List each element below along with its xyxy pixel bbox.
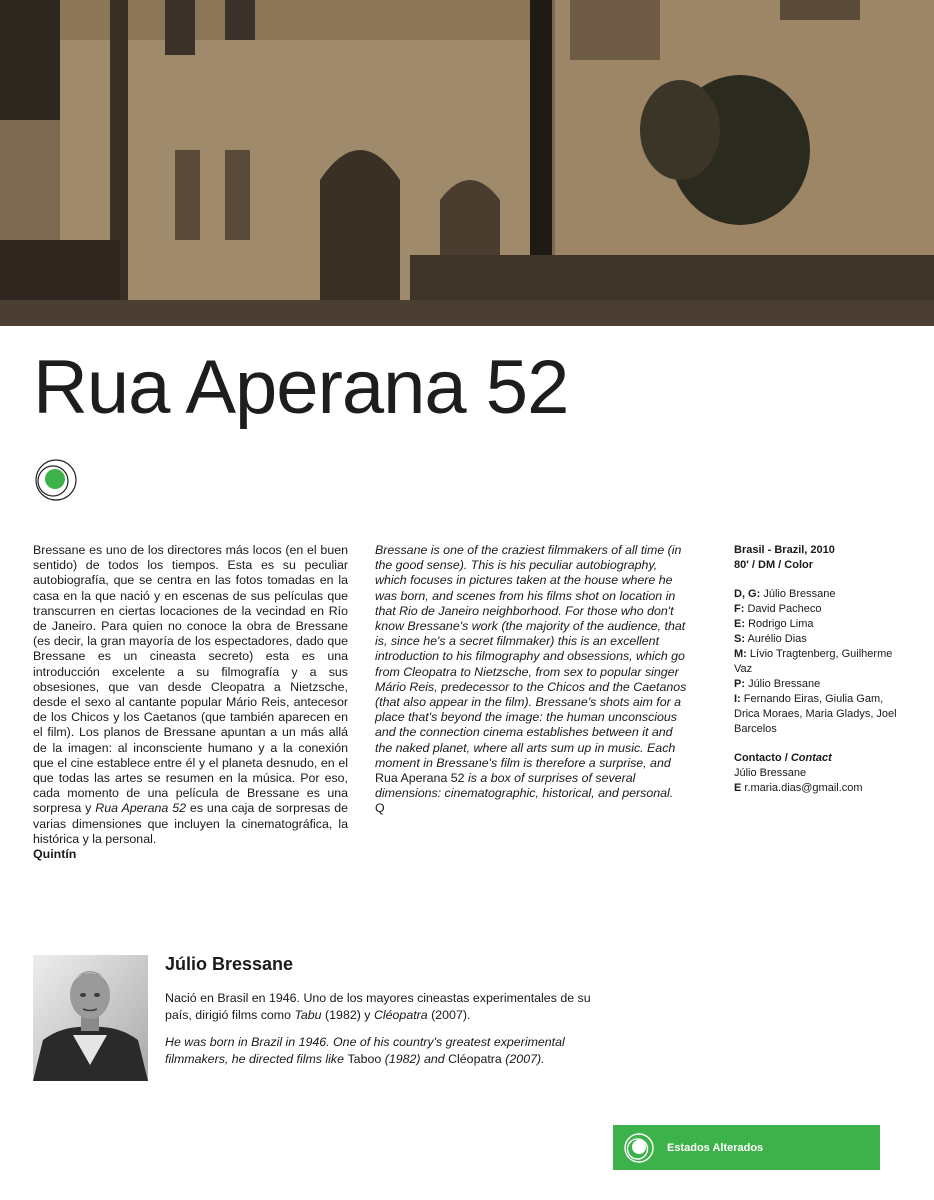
film-still-image xyxy=(0,0,934,326)
synopsis-en-text: Bressane is one of the craziest filmmakers of all time (in the good sense). This is his peculiar autobiography, which focuses in pictures taken at the house where he was born, and scenes from his films shot on location in that Rio de Janeiro neighborhood. For those who don't know Bressane's work (the majority of the audience, that is, since he's a secret filmmaker) this is an excellent introduction to his filmography and obsessions, which go from Cleopatra to Nietzsche, from sex to popular singer Mário Reis, predecessor to the Chicos and the Caetanos (that also appear in the film). Bressane's shots aim for a place that's beyond the image: the human unconscious and the connection cinema establishes between it and the naked planet, where all arts sum up in music. Each moment in Bressane's film is therefore a surprise, and Rua Aperana 52 is a box of surprises of several dimensions: cinematographic, historical, and personal. xyxy=(375,543,687,801)
synopsis-es-text: Bressane es uno de los directores más locos (en el buen sentido) de todos los tiempos. Esta es su peculiar autobiografía, que se centra en las fotos tomadas en la casa en la que nació y en escenas de sus películas que transcurren en ciertas locaciones de la vecindad en Río de Janeiro. Para quien no conoce la obra de Bressane (es decir, la gran mayoría de los espectadores, dado que Bressane es un cineasta secreto) esta es una introducción excelente a su filmografía y a sus obsesiones, que van desde Cleopatra a Nietzsche, desde el sexo al cantante popular Mário Reis, antecesor de los Chicos y los Caetanos (que también aparecen en el film). Los planos de Bressane apuntan a un más allá de la imagen: al inconsciente humano y a la conexión que el cine establece entre él y el planeta desnudo, en el que todas las artes se resumen en la música. Por eso, cada momento de una película de Bressane es una sorpresa y Rua Aperana 52 es una caja de sorpresas de varias dimensiones que incluyen la cinematográfica, la histórica y la personal. xyxy=(33,543,348,846)
section-tab-logo-icon xyxy=(623,1132,655,1164)
credit-row: S: Aurélio Dias xyxy=(734,633,807,645)
film-credits xyxy=(734,543,904,796)
section-tab-label: Estados Alterados xyxy=(667,1141,764,1154)
credit-row: E: Rodrigo Lima xyxy=(734,618,814,630)
credit-row: M: Lívio Tragtenberg, Guilherme Vaz xyxy=(734,648,893,675)
credit-row: F: David Pacheco xyxy=(734,603,822,615)
bio-english: He was born in Brazil in 1946. One of his country's greatest experimental filmmakers, he directed films like Taboo (1982) and Cléopatra (2007). xyxy=(165,1035,565,1066)
contact-email[interactable]: r.maria.dias@gmail.com xyxy=(744,782,863,794)
credit-row: D, G: Júlio Bressane xyxy=(734,588,836,600)
director-portrait xyxy=(33,955,148,1081)
synopsis-english xyxy=(375,543,691,817)
section-logo-icon xyxy=(30,458,82,502)
contact-name: Júlio Bressane xyxy=(734,767,807,779)
contact-email-row: E r.maria.dias@gmail.com xyxy=(734,782,863,794)
synopsis-spanish xyxy=(33,543,348,862)
section-tab[interactable] xyxy=(613,1125,880,1170)
author-en: Q xyxy=(375,801,385,816)
film-specs: 80' / DM / Color xyxy=(734,559,814,571)
country-year: Brasil - Brazil, 2010 xyxy=(734,544,835,556)
bio-spanish: Nació en Brasil en 1946. Uno de los mayores cineastas experimentales de su país, dirigió films como Tabu (1982) y Cléopatra (2007). xyxy=(165,991,591,1022)
credit-row: I: Fernando Eiras, Giulia Gam, Drica Moraes, Maria Gladys, Joel Barcelos xyxy=(734,693,897,735)
portrait-image xyxy=(33,955,148,1081)
film-title: Rua Aperana 52 xyxy=(33,345,569,430)
director-bio xyxy=(165,990,595,1078)
director-name: Júlio Bressane xyxy=(165,954,294,974)
credit-row: P: Júlio Bressane xyxy=(734,678,821,690)
hero-film-still xyxy=(0,0,934,326)
contact-heading: Contacto / Contact xyxy=(734,752,832,764)
author-es: Quintín xyxy=(33,847,77,862)
